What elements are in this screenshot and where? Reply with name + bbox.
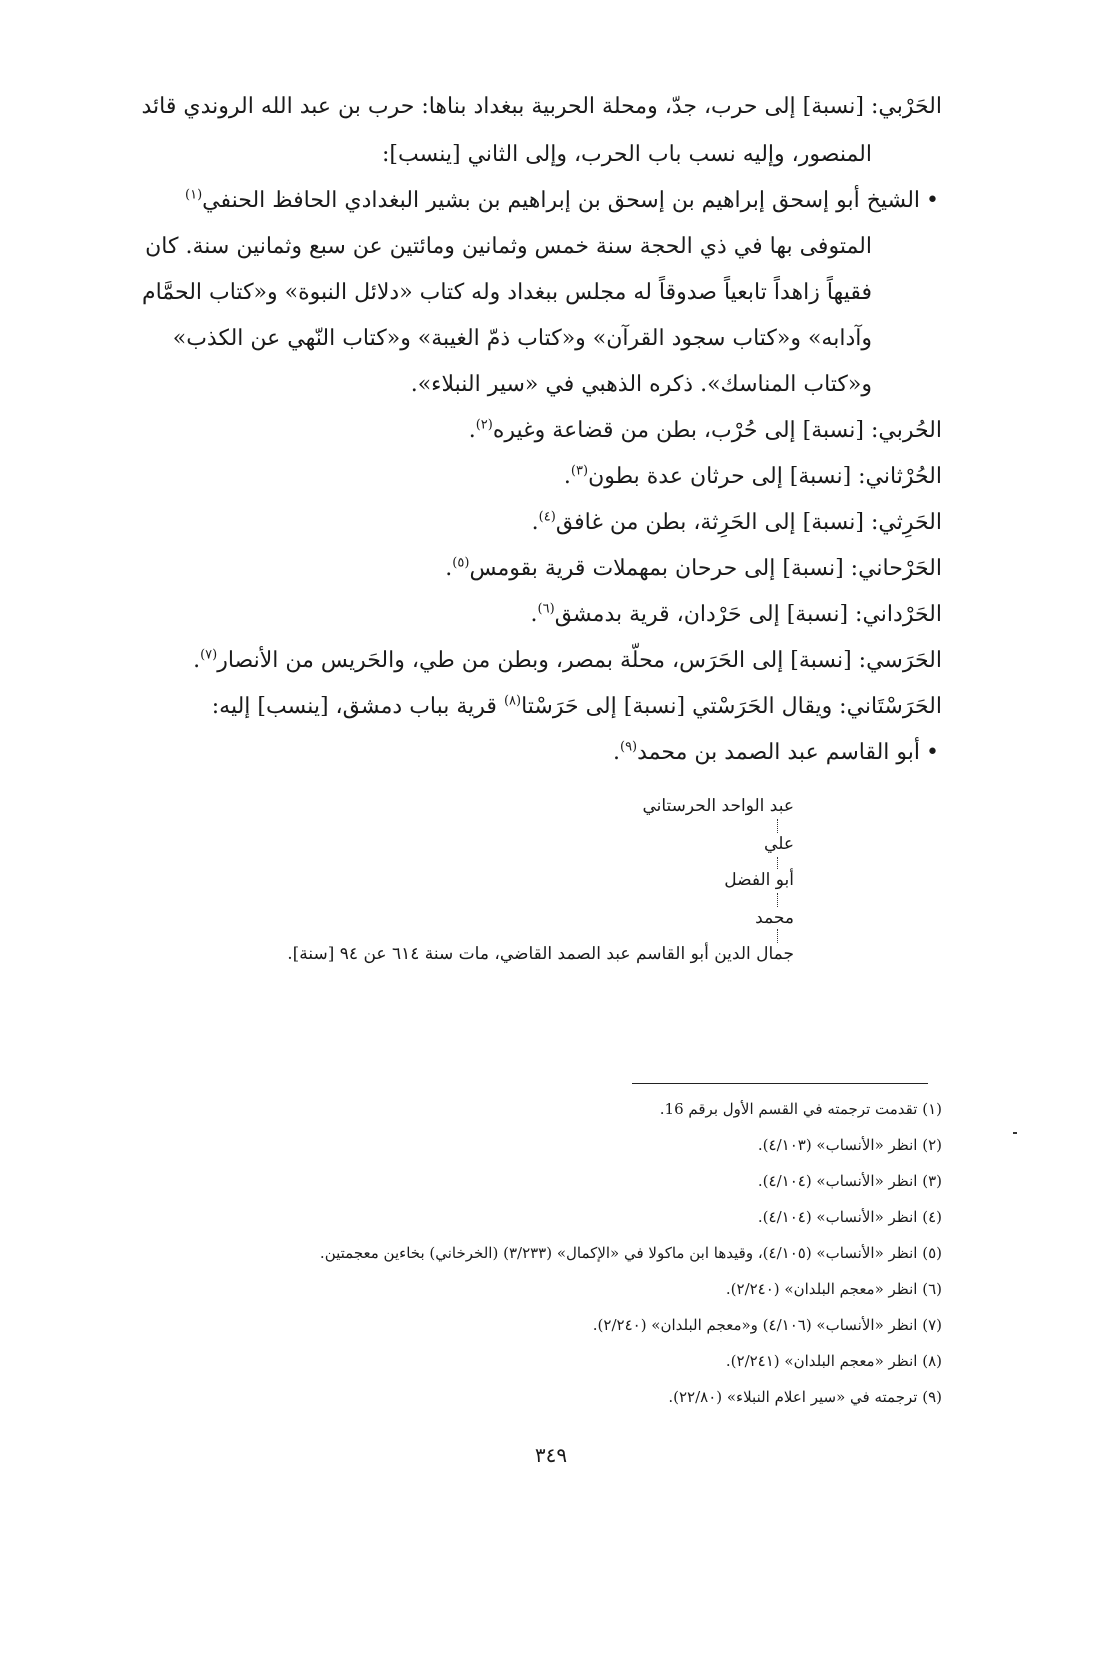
entry-harastani-text-b: قرية بباب دمشق، [ينسب] إليه: <box>211 694 504 719</box>
lineage-link <box>777 893 778 907</box>
footnote-9: (٩) ترجمته في «سير اعلام النبلاء» (٢٢/٨٠). <box>668 1388 942 1406</box>
entry-harastani-text-a: الحَرَسْتَاني: ويقال الحَرَسْتي [نسبة] إلى حَرَسْتا <box>521 694 942 719</box>
entry-hardani-end: . <box>530 602 538 627</box>
footnote-ref-7: (٧) <box>200 647 218 663</box>
footnote-2: (٢) انظر «الأنساب» (٤/١٠٣). <box>757 1136 942 1154</box>
footnote-5: (٥) انظر «الأنساب» (٤/١٠٥)، وقيدها ابن ماكولا في «الإكمال» (٣/٢٣٣) (الخرخاني) بخاءين معجمتين. <box>319 1244 942 1262</box>
footnote-ref-6: (٦) <box>537 601 555 617</box>
lineage-node-3: أبو الفضل <box>724 870 794 890</box>
entry-harhani-text: الحَرْحاني: [نسبة] إلى حرحان بمهملات قرية بقومس <box>469 556 942 581</box>
entry-harithi <box>532 508 942 538</box>
bullet-text: الشيخ أبو إسحق إبراهيم بن إسحق بن إبراهيم بن بشير البغدادي الحافظ الحنفي <box>202 188 921 213</box>
page-number: ٣٤٩ <box>534 1443 568 1467</box>
scan-mark <box>1013 1132 1017 1134</box>
lineage-node-1: عبد الواحد الحرستاني <box>642 796 794 816</box>
entry-harbi-bullet-line-1 <box>185 186 939 216</box>
footnote-separator <box>632 1083 928 1084</box>
lineage-node-2: علي <box>764 834 794 854</box>
footnote-ref-2: (٢) <box>475 417 493 433</box>
entry-harbi-bullet-line-2: المتوفى بها في ذي الحجة سنة خمس وثمانين ومائتين عن سبع وثمانين سنة. كان <box>145 234 872 259</box>
entry-harbi-bullet-line-3: فقيهاً زاهداً تابعياً صدوقاً له مجلس ببغداد وله كتاب «دلائل النبوة» و«كتاب الحمَّام <box>141 280 872 305</box>
entry-hurthani-text: الحُرْثاني: [نسبة] إلى حرثان عدة بطون <box>588 464 942 489</box>
entry-harithi-text: الحَرِثي: [نسبة] إلى الحَرِثة، بطن من غافق <box>555 510 942 535</box>
entry-harhani-end: . <box>445 556 453 581</box>
footnote-6: (٦) انظر «معجم البلدان» (٢/٢٤٠). <box>725 1280 942 1298</box>
entry-harastani-bullet <box>613 738 939 768</box>
entry-harasi-text: الحَرَسي: [نسبة] إلى الحَرَس، محلّة بمصر، وبطن من طي، والحَريس من الأنصار <box>217 648 942 673</box>
entry-harithi-end: . <box>531 510 539 535</box>
entry-hurbi <box>469 416 942 446</box>
footnote-4: (٤) انظر «الأنساب» (٤/١٠٤). <box>757 1208 942 1226</box>
footnote-ref-4: (٤) <box>538 509 556 525</box>
footnote-3: (٣) انظر «الأنساب» (٤/١٠٤). <box>757 1172 942 1190</box>
entry-hurbi-end: . <box>468 418 476 443</box>
footnote-8: (٨) انظر «معجم البلدان» (٢/٢٤١). <box>725 1352 942 1370</box>
lineage-link <box>777 857 778 869</box>
entry-harbi-line-1: الحَرْبي: [نسبة] إلى حرب، جدّ، ومحلة الحربية ببغداد بناها: حرب بن عبد الله الروندي قائد <box>141 94 942 119</box>
footnote-ref-5: (٥) <box>452 555 470 571</box>
lineage-node-5: جمال الدين أبو القاسم عبد الصمد القاضي، مات سنة ٦١٤ عن ٩٤ [سنة]. <box>287 944 794 964</box>
footnote-ref-3: (٣) <box>570 463 589 479</box>
footnote-1: (١) تقدمت ترجمته في القسم الأول برقم 16. <box>659 1100 942 1118</box>
entry-harhani <box>445 554 942 584</box>
entry-harbi-bullet-line-4: وآدابه» و«كتاب سجود القرآن» و«كتاب ذمّ الغيبة» و«كتاب النّهي عن الكذب» <box>172 326 872 351</box>
footnote-ref-9: (٩) <box>619 739 638 755</box>
lineage-link <box>777 819 778 833</box>
entry-harasi <box>193 646 942 676</box>
entry-harastani <box>212 692 942 722</box>
entry-hardani-text: الحَرْداني: [نسبة] إلى حَرْدان، قرية بدمشق <box>554 602 942 627</box>
entry-harbi-bullet-line-5: و«كتاب المناسك». ذكره الذهبي في «سير النبلاء». <box>410 372 872 397</box>
footnote-ref-1: (١) <box>185 187 203 203</box>
entry-hurthani-end: . <box>563 464 571 489</box>
footnote-ref-8: (٨) <box>503 693 522 709</box>
entry-harastani-bullet-end: . <box>612 740 620 765</box>
footnote-7: (٧) انظر «الأنساب» (٤/١٠٦) و«معجم البلدان» (٢/٢٤٠). <box>592 1316 942 1334</box>
entry-harbi-line-2: المنصور، وإليه نسب باب الحرب، وإلى الثاني [ينسب]: <box>382 142 872 167</box>
lineage-node-4: محمد <box>755 908 794 928</box>
entry-harasi-end: . <box>193 648 201 673</box>
entry-hurthani <box>564 462 942 492</box>
entry-harastani-bullet-text: أبو القاسم عبد الصمد بن محمد <box>637 740 921 765</box>
lineage-link <box>777 929 778 943</box>
entry-hurbi-text: الحُربي: [نسبة] إلى حُرْب، بطن من قضاعة وغيره <box>492 418 942 443</box>
entry-hardani <box>531 600 942 630</box>
